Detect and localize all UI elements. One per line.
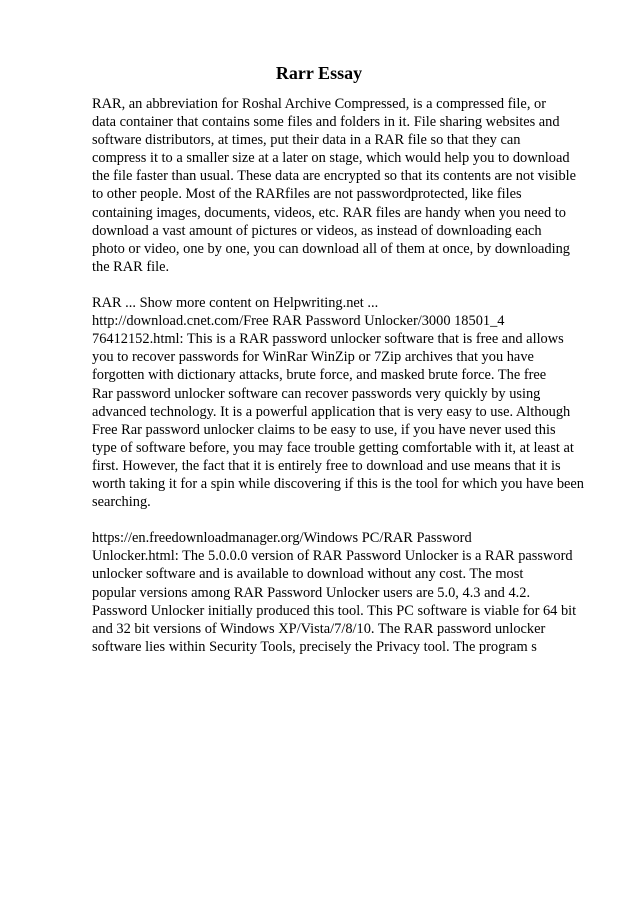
- paragraph-3: [92, 529, 592, 656]
- text-line: software distributors, at times, put their data in a RAR file so that they can: [92, 132, 521, 149]
- text-line: RAR, an abbreviation for Roshal Archive Compressed, is a compressed file, or: [92, 96, 547, 112]
- text-line: advanced technology. It is a powerful application that is very easy to use. Although: [92, 403, 571, 420]
- text-line: https://en.freedownloadmanager.org/Windows PC/RAR Password: [92, 530, 472, 547]
- text-line: popular versions among RAR Password Unlocker users are 5.0, 4.3 and 4.2.: [92, 584, 531, 601]
- text-line: Unlocker.html: The 5.0.0.0 version of RAR Password Unlocker is a RAR password: [92, 548, 573, 565]
- text-line: software lies within Security Tools, precisely the Privacy tool. The program s: [92, 638, 537, 655]
- text-line: RAR ... Show more content on Helpwriting.net ...: [92, 295, 379, 312]
- text-line: download a vast amount of pictures or videos, as instead of downloading each: [92, 222, 542, 239]
- text-line: you to recover passwords for WinRar WinZip or 7Zip archives that you have: [92, 349, 534, 366]
- text-line: the RAR file.: [92, 258, 170, 275]
- text-line: forgotten with dictionary attacks, brute force, and masked brute force. The free: [92, 367, 547, 384]
- text-line: http://download.cnet.com/Free RAR Password Unlocker/3000 18501_4: [92, 313, 505, 330]
- text-line: searching.: [92, 494, 151, 511]
- text-line: unlocker software and is available to download without any cost. The most: [92, 566, 524, 583]
- text-line: 76412152.html: This is a RAR password unlocker software that is free and allows: [92, 331, 564, 348]
- text-line: containing images, documents, videos, etc. RAR files are handy when you need to: [92, 204, 566, 221]
- text-line: Password Unlocker initially produced this tool. This PC software is viable for 64 bit: [92, 602, 577, 619]
- text-line: first. However, the fact that it is entirely free to download and use means that it is: [92, 457, 561, 474]
- text-line: type of software before, you may face trouble getting comfortable with it, at least at: [92, 439, 574, 456]
- text-line: to other people. Most of the RARfiles are not passwordprotected, like files: [92, 186, 522, 203]
- text-line: the file faster than usual. These data are encrypted so that its contents are not visible: [92, 168, 577, 185]
- paragraph-2: [92, 294, 592, 511]
- text-line: photo or video, one by one, you can download all of them at once, by downloading: [92, 240, 570, 257]
- text-line: and 32 bit versions of Windows XP/Vista/7/8/10. The RAR password unlocker: [92, 620, 546, 637]
- text-line: data container that contains some files and folders in it. File sharing websites and: [92, 114, 560, 131]
- text-line: Free Rar password unlocker claims to be easy to use, if you have never used this: [92, 421, 556, 438]
- paragraph-1: [92, 95, 592, 276]
- text-line: Rar password unlocker software can recover passwords very quickly by using: [92, 385, 541, 402]
- document-body: [92, 95, 592, 674]
- document-title: Rarr Essay: [275, 63, 363, 83]
- text-line: worth taking it for a spin while discovering if this is the tool for which you have been: [92, 475, 584, 492]
- text-line: compress it to a smaller size at a later on stage, which would help you to download: [92, 150, 570, 167]
